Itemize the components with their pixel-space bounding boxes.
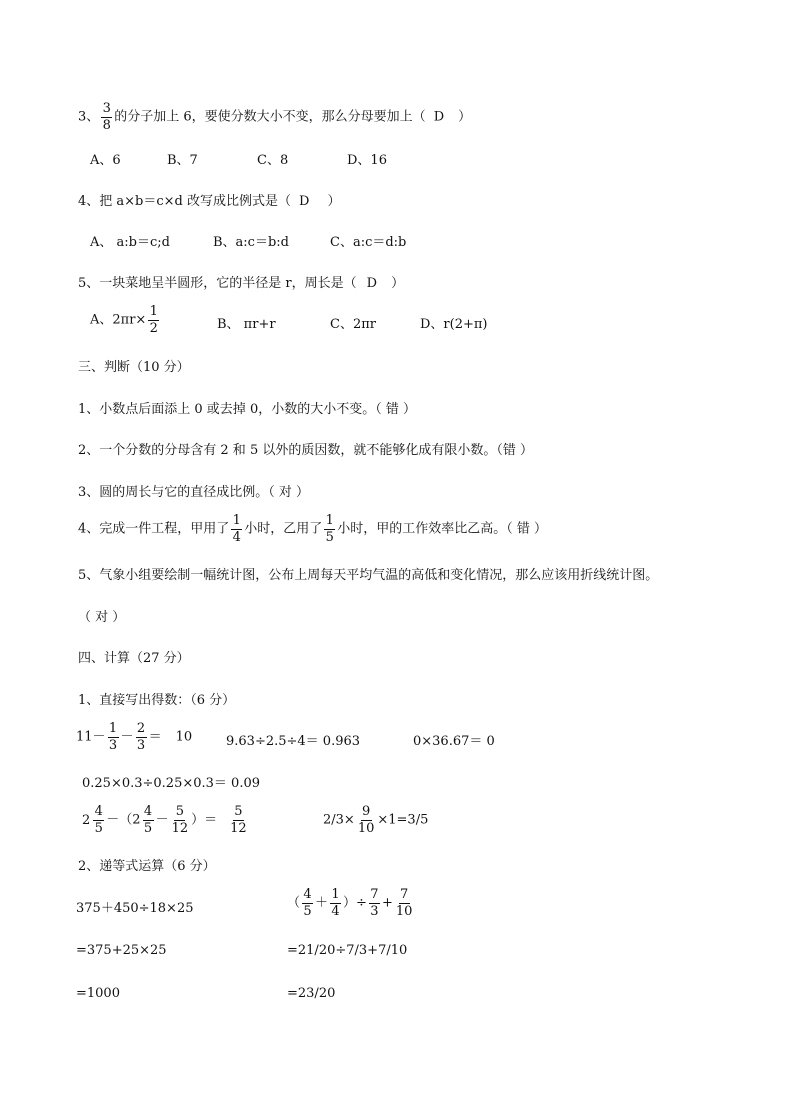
step-calc-1-line-2: =375+25×25	[76, 943, 167, 958]
fraction-5-12: $\frac{5}{12}$	[171, 804, 189, 836]
fraction-answer-5-12: $\frac{5}{12}$	[230, 804, 247, 836]
fraction-4-5: $\frac{4}{5}$	[303, 887, 312, 919]
option-a: A、2πr× $\frac{1}{2}$	[90, 304, 158, 336]
section-heading-calc: 四、计算（27 分）	[78, 651, 190, 666]
question-3-number: 3、	[78, 109, 100, 125]
step-calc-2-line-3: =23/20	[287, 986, 336, 1001]
calc-expression-6: 2/3× $\frac{9}{10}$ ×1=3/5	[323, 804, 429, 836]
calc-expression-1: 11－ $\frac{1}{3}$ － $\frac{2}{3}$ ＝ 10	[76, 721, 193, 753]
fraction-1-4: $\frac{1}{4}$	[331, 887, 340, 919]
step-calc-1-line-1: 375＋450÷18×25	[76, 901, 194, 916]
fraction-2-3: $\frac{2}{3}$	[136, 721, 146, 753]
option-b: B、7	[167, 153, 198, 168]
fraction-1-3: $\frac{1}{3}$	[108, 721, 118, 753]
step-calc-2-line-1: （ $\frac{4}{5}$ ＋ $\frac{1}{4}$ ）÷ $\frac{7}{3}$ + $\frac{7}{10}$	[287, 887, 413, 919]
fraction-7-10: $\frac{7}{10}$	[395, 887, 413, 919]
fraction-3-8: $\frac{3}{8}$	[102, 101, 111, 133]
step-calc-1-line-3: =1000	[76, 986, 120, 1001]
question-3-answer: D	[433, 109, 445, 125]
judge-question-1: 1、小数点后面添上 0 或去掉 0，小数的大小不变。（ 错 ）	[78, 402, 416, 417]
question-4: 4、把 a×b＝c×d 改写成比例式是（ D ）	[78, 194, 341, 209]
fraction-1-5: $\frac{1}{5}$	[325, 513, 334, 545]
judge-question-2: 2、一个分数的分母含有 2 和 5 以外的质因数，就不能够化成有限小数。（错 ）	[78, 443, 533, 458]
question-3: 3、 $\frac{3}{8}$ 的分子加上 6，要使分数大小不变，那么分母要加上（ D ）	[78, 101, 472, 133]
option-c: C、a:c＝d:b	[330, 235, 407, 250]
judge-question-3: 3、圆的周长与它的直径成比例。（ 对 ）	[78, 485, 310, 500]
fraction-4-5: $\frac{4}{5}$	[143, 804, 153, 836]
fraction-4-5: $\frac{4}{5}$	[94, 804, 103, 836]
step-calc-2-line-2: =21/20÷7/3+7/10	[287, 943, 408, 958]
option-c: C、2πr	[330, 317, 376, 332]
mixed-number: 2 $\frac{4}{5}$	[82, 804, 103, 836]
option-a: A、6	[90, 153, 121, 168]
question-5-text: 5、一块菜地呈半圆形，它的半径是 r，周长是（	[78, 276, 357, 291]
question-4-answer: D	[299, 194, 310, 209]
calc-expression-2: 9.63÷2.5÷4＝ 0.963	[226, 734, 361, 749]
fraction-7-3: $\frac{7}{3}$	[370, 887, 379, 919]
fraction-1-2: $\frac{1}{2}$	[149, 304, 158, 336]
option-b: B、 πr+r	[217, 317, 276, 332]
calc-expression-3: 0×36.67＝ 0	[413, 734, 495, 749]
question-4-text: 4、把 a×b＝c×d 改写成比例式是（	[78, 194, 291, 209]
fraction-1-4: $\frac{1}{4}$	[232, 513, 241, 545]
option-d: D、16	[347, 153, 387, 168]
section-heading-judge: 三、判断（10 分）	[78, 360, 190, 375]
option-c: C、8	[257, 153, 289, 168]
judge-question-4: 4、完成一件工程，甲用了 $\frac{1}{4}$ 小时，乙用了 $\frac{1}{5}$ 小时，甲的工作效率比乙高。（ 错 ）	[78, 513, 548, 545]
judge-question-5: 5、气象小组要绘制一幅统计图，公布上周每天平均气温的高低和变化情况，那么应该用折线统计图。	[78, 568, 659, 583]
question-5-answer: D	[366, 276, 378, 291]
option-d: D、r(2+π)	[420, 317, 488, 332]
question-3-text: 的分子加上 6，要使分数大小不变，那么分母要加上（	[114, 109, 426, 125]
calc-expression-4: 0.25×0.3÷0.25×0.3＝ 0.09	[82, 776, 260, 791]
calc-subheading-2: 2、递等式运算（6 分）	[78, 859, 216, 874]
judge-question-5-answer: （ 对 ）	[78, 610, 126, 625]
option-a: A、 a:b＝c;d	[90, 235, 170, 250]
calc-subheading-1: 1、直接写出得数：（6 分）	[78, 693, 236, 708]
calc-expression-5: 2 $\frac{4}{5}$ －（2 $\frac{4}{5}$ － $\frac{5}{12}$ ）＝ $\frac{5}{12}$	[82, 804, 247, 836]
fraction-9-10: $\frac{9}{10}$	[357, 804, 375, 836]
option-b: B、a:c＝b:d	[213, 235, 289, 250]
question-5: 5、一块菜地呈半圆形，它的半径是 r，周长是（ D ）	[78, 276, 405, 291]
